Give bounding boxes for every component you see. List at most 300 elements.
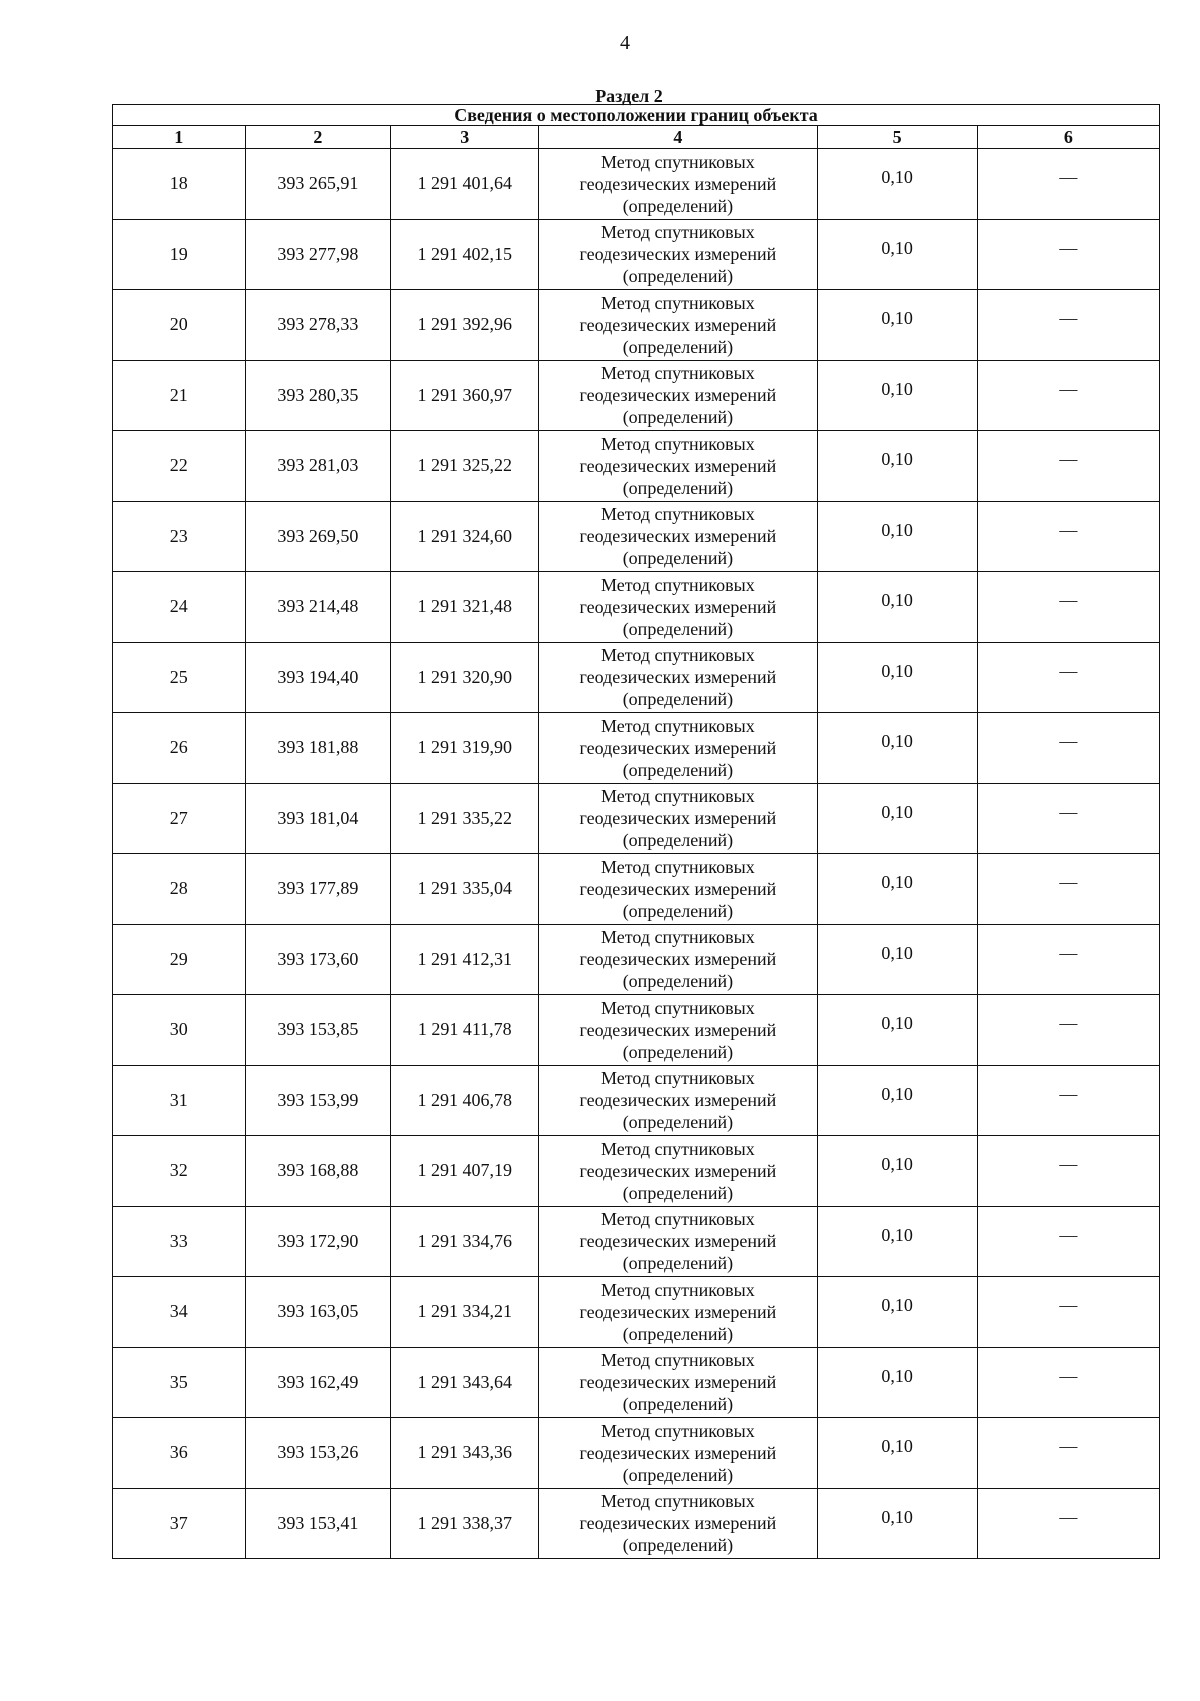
point-number-cell: [113, 290, 246, 361]
point-number: 30: [169, 1019, 188, 1040]
y-coordinate: 1 291 412,31: [417, 948, 513, 969]
accuracy-cell: [817, 290, 977, 361]
method-line-1: Метод спутниковых: [601, 1350, 755, 1371]
method-line-3: (определений): [622, 1253, 734, 1274]
method-line-3: (определений): [622, 900, 734, 921]
accuracy-value: 0,10: [881, 1013, 913, 1034]
note-cell: [977, 501, 1159, 572]
accuracy-value: 0,10: [881, 167, 913, 188]
accuracy-value: 0,10: [881, 1154, 913, 1175]
method-line-1: Метод спутниковых: [601, 1279, 755, 1300]
accuracy-cell: [817, 360, 977, 431]
note-cell: [977, 995, 1159, 1066]
y-coordinate: 1 291 407,19: [417, 1160, 513, 1181]
note-cell: [977, 1488, 1159, 1559]
accuracy-value: 0,10: [881, 801, 913, 822]
accuracy-value: 0,10: [881, 1506, 913, 1527]
point-number: 27: [169, 807, 188, 828]
accuracy-cell: [817, 995, 977, 1066]
accuracy-cell: [817, 149, 977, 220]
method-line-2: геодезических измерений: [579, 244, 777, 265]
accuracy-cell: [817, 1488, 977, 1559]
method-line-3: (определений): [622, 1394, 734, 1415]
note-cell: [977, 149, 1159, 220]
note-dash: —: [1059, 308, 1078, 329]
method-line-3: (определений): [622, 1323, 734, 1344]
y-coordinate-cell: [391, 1136, 539, 1207]
point-number: 21: [169, 384, 188, 405]
y-coordinate: 1 291 343,36: [417, 1442, 513, 1463]
point-number-cell: [113, 995, 246, 1066]
note-cell: [977, 854, 1159, 925]
note-dash: —: [1059, 801, 1078, 822]
point-number-cell: [113, 360, 246, 431]
y-coordinate: 1 291 319,90: [417, 737, 513, 758]
accuracy-value: 0,10: [881, 378, 913, 399]
point-number: 18: [169, 173, 188, 194]
column-number-1: 1: [113, 126, 246, 149]
point-number: 36: [169, 1442, 188, 1463]
table-row: [113, 501, 1160, 572]
method-line-2: геодезических измерений: [579, 1019, 777, 1040]
method-line-2: геодезических измерений: [579, 1090, 777, 1111]
method-line-2: геодезических измерений: [579, 667, 777, 688]
accuracy-cell: [817, 501, 977, 572]
method-line-1: Метод спутниковых: [601, 1491, 755, 1512]
x-coordinate: 393 269,50: [277, 525, 359, 546]
x-coordinate: 393 173,60: [277, 948, 359, 969]
accuracy-cell: [817, 783, 977, 854]
column-number-2: 2: [245, 126, 391, 149]
accuracy-cell: [817, 431, 977, 502]
y-coordinate: 1 291 335,22: [417, 807, 513, 828]
method-line-1: Метод спутниковых: [601, 151, 755, 172]
y-coordinate-cell: [391, 501, 539, 572]
y-coordinate: 1 291 401,64: [417, 173, 513, 194]
method-line-2: геодезических измерений: [579, 1513, 777, 1534]
point-number-cell: [113, 431, 246, 502]
y-coordinate-cell: [391, 1347, 539, 1418]
method-line-2: геодезических измерений: [579, 1301, 777, 1322]
method-line-1: Метод спутниковых: [601, 856, 755, 877]
method-line-2: геодезических измерений: [579, 949, 777, 970]
accuracy-cell: [817, 924, 977, 995]
table-row: [113, 219, 1160, 290]
table-row: [113, 1347, 1160, 1418]
method-line-3: (определений): [622, 759, 734, 780]
note-cell: [977, 219, 1159, 290]
point-number: 24: [169, 596, 188, 617]
method-line-2: геодезических измерений: [579, 1442, 777, 1463]
x-coordinate-cell: [245, 854, 391, 925]
x-coordinate-cell: [245, 501, 391, 572]
y-coordinate-cell: [391, 572, 539, 643]
method-line-3: (определений): [622, 618, 734, 639]
table-row: [113, 1206, 1160, 1277]
table-row: [113, 572, 1160, 643]
table-row: [113, 783, 1160, 854]
x-coordinate-cell: [245, 1136, 391, 1207]
y-coordinate: 1 291 325,22: [417, 455, 513, 476]
x-coordinate: 393 214,48: [277, 596, 359, 617]
x-coordinate: 393 194,40: [277, 666, 359, 687]
point-number: 31: [169, 1089, 188, 1110]
method-cell: [539, 501, 817, 572]
method-line-1: Метод спутниковых: [601, 504, 755, 525]
method-line-1: Метод спутниковых: [601, 997, 755, 1018]
y-coordinate: 1 291 321,48: [417, 596, 513, 617]
method-cell: [539, 1347, 817, 1418]
table-row: [113, 149, 1160, 220]
y-coordinate-cell: [391, 1418, 539, 1489]
note-cell: [977, 783, 1159, 854]
method-line-3: (определений): [622, 477, 734, 498]
method-cell: [539, 149, 817, 220]
note-cell: [977, 431, 1159, 502]
method-cell: [539, 1277, 817, 1348]
method-line-2: геодезических измерений: [579, 455, 777, 476]
y-coordinate-cell: [391, 290, 539, 361]
method-line-2: геодезических измерений: [579, 385, 777, 406]
note-cell: [977, 1418, 1159, 1489]
method-line-1: Метод спутниковых: [601, 433, 755, 454]
y-coordinate-cell: [391, 1277, 539, 1348]
note-dash: —: [1059, 519, 1078, 540]
note-cell: [977, 1136, 1159, 1207]
y-coordinate-cell: [391, 854, 539, 925]
method-line-1: Метод спутниковых: [601, 786, 755, 807]
method-cell: [539, 1065, 817, 1136]
column-number-5: 5: [817, 126, 977, 149]
note-cell: [977, 713, 1159, 784]
point-number: 25: [169, 666, 188, 687]
method-line-3: (определений): [622, 548, 734, 569]
y-coordinate: 1 291 335,04: [417, 878, 513, 899]
method-line-3: (определений): [622, 1041, 734, 1062]
note-cell: [977, 572, 1159, 643]
point-number-cell: [113, 713, 246, 784]
y-coordinate: 1 291 360,97: [417, 384, 513, 405]
y-coordinate-cell: [391, 995, 539, 1066]
accuracy-cell: [817, 1136, 977, 1207]
accuracy-value: 0,10: [881, 872, 913, 893]
y-coordinate-cell: [391, 713, 539, 784]
y-coordinate-cell: [391, 1206, 539, 1277]
point-number-cell: [113, 642, 246, 713]
y-coordinate: 1 291 338,37: [417, 1512, 513, 1533]
method-line-2: геодезических измерений: [579, 737, 777, 758]
y-coordinate: 1 291 411,78: [417, 1019, 512, 1040]
note-cell: [977, 1065, 1159, 1136]
column-number-4: 4: [539, 126, 817, 149]
note-dash: —: [1059, 872, 1078, 893]
table-row: [113, 1418, 1160, 1489]
table-row: [113, 1136, 1160, 1207]
method-line-2: геодезических измерений: [579, 314, 777, 335]
x-coordinate: 393 177,89: [277, 878, 359, 899]
note-dash: —: [1059, 449, 1078, 470]
note-dash: —: [1059, 167, 1078, 188]
point-number-cell: [113, 1488, 246, 1559]
method-cell: [539, 995, 817, 1066]
method-line-3: (определений): [622, 266, 734, 287]
accuracy-cell: [817, 219, 977, 290]
method-line-1: Метод спутниковых: [601, 1209, 755, 1230]
x-coordinate-cell: [245, 1206, 391, 1277]
method-cell: [539, 713, 817, 784]
column-number-6: 6: [977, 126, 1159, 149]
point-number: 23: [169, 525, 188, 546]
x-coordinate: 393 172,90: [277, 1230, 359, 1251]
method-cell: [539, 1488, 817, 1559]
y-coordinate: 1 291 343,64: [417, 1371, 513, 1392]
note-dash: —: [1059, 1083, 1078, 1104]
method-cell: [539, 360, 817, 431]
accuracy-value: 0,10: [881, 1365, 913, 1386]
method-cell: [539, 290, 817, 361]
x-coordinate-cell: [245, 1418, 391, 1489]
x-coordinate-cell: [245, 713, 391, 784]
method-line-1: Метод спутниковых: [601, 1138, 755, 1159]
accuracy-cell: [817, 854, 977, 925]
method-cell: [539, 431, 817, 502]
method-cell: [539, 924, 817, 995]
x-coordinate: 393 153,41: [277, 1512, 359, 1533]
point-number-cell: [113, 149, 246, 220]
y-coordinate-cell: [391, 783, 539, 854]
point-number-cell: [113, 501, 246, 572]
y-coordinate: 1 291 334,76: [417, 1230, 513, 1251]
point-number: 33: [169, 1230, 188, 1251]
point-number-cell: [113, 572, 246, 643]
point-number: 20: [169, 314, 188, 335]
x-coordinate: 393 265,91: [277, 173, 359, 194]
y-coordinate: 1 291 406,78: [417, 1089, 513, 1110]
point-number: 19: [169, 243, 188, 264]
note-dash: —: [1059, 378, 1078, 399]
note-cell: [977, 924, 1159, 995]
point-number-cell: [113, 783, 246, 854]
y-coordinate-cell: [391, 431, 539, 502]
point-number-cell: [113, 1065, 246, 1136]
table-body: [113, 149, 1160, 1559]
note-dash: —: [1059, 1154, 1078, 1175]
method-line-1: Метод спутниковых: [601, 927, 755, 948]
method-line-3: (определений): [622, 689, 734, 710]
x-coordinate-cell: [245, 290, 391, 361]
section-title: Раздел 2: [595, 86, 663, 106]
point-number: 22: [169, 455, 188, 476]
note-dash: —: [1059, 731, 1078, 752]
note-dash: —: [1059, 1436, 1078, 1457]
x-coordinate-cell: [245, 572, 391, 643]
method-cell: [539, 219, 817, 290]
method-line-3: (определений): [622, 1464, 734, 1485]
point-number: 26: [169, 737, 188, 758]
table-row: [113, 924, 1160, 995]
y-coordinate-cell: [391, 360, 539, 431]
table-row: [113, 642, 1160, 713]
method-line-2: геодезических измерений: [579, 1372, 777, 1393]
x-coordinate-cell: [245, 1488, 391, 1559]
method-line-3: (определений): [622, 195, 734, 216]
accuracy-value: 0,10: [881, 449, 913, 470]
y-coordinate: 1 291 324,60: [417, 525, 513, 546]
note-dash: —: [1059, 1013, 1078, 1034]
method-line-1: Метод спутниковых: [601, 1068, 755, 1089]
method-line-2: геодезических измерений: [579, 1231, 777, 1252]
accuracy-value: 0,10: [881, 590, 913, 611]
point-number: 32: [169, 1160, 188, 1181]
method-line-1: Метод спутниковых: [601, 292, 755, 313]
column-number-3: 3: [391, 126, 539, 149]
accuracy-value: 0,10: [881, 1295, 913, 1316]
method-line-1: Метод спутниковых: [601, 574, 755, 595]
note-dash: —: [1059, 237, 1078, 258]
point-number-cell: [113, 219, 246, 290]
method-cell: [539, 1206, 817, 1277]
x-coordinate: 393 277,98: [277, 243, 359, 264]
y-coordinate: 1 291 320,90: [417, 666, 513, 687]
note-dash: —: [1059, 1365, 1078, 1386]
point-number: 28: [169, 878, 188, 899]
method-line-2: геодезических измерений: [579, 808, 777, 829]
accuracy-value: 0,10: [881, 1224, 913, 1245]
table-row: [113, 713, 1160, 784]
method-cell: [539, 854, 817, 925]
point-number: 37: [169, 1512, 188, 1533]
note-cell: [977, 1206, 1159, 1277]
y-coordinate-cell: [391, 219, 539, 290]
x-coordinate: 393 280,35: [277, 384, 359, 405]
y-coordinate: 1 291 334,21: [417, 1301, 513, 1322]
table-row: [113, 290, 1160, 361]
method-line-1: Метод спутниковых: [601, 222, 755, 243]
point-number-cell: [113, 1136, 246, 1207]
method-line-1: Метод спутниковых: [601, 1420, 755, 1441]
accuracy-cell: [817, 1277, 977, 1348]
accuracy-value: 0,10: [881, 731, 913, 752]
x-coordinate: 393 181,04: [277, 807, 359, 828]
point-number-cell: [113, 1206, 246, 1277]
accuracy-value: 0,10: [881, 1436, 913, 1457]
x-coordinate-cell: [245, 995, 391, 1066]
x-coordinate-cell: [245, 149, 391, 220]
accuracy-cell: [817, 1418, 977, 1489]
y-coordinate-cell: [391, 149, 539, 220]
x-coordinate: 393 278,33: [277, 314, 359, 335]
table-caption: Сведения о местоположении границ объекта: [113, 105, 1160, 126]
method-line-2: геодезических измерений: [579, 173, 777, 194]
x-coordinate: 393 153,85: [277, 1019, 359, 1040]
accuracy-cell: [817, 713, 977, 784]
accuracy-cell: [817, 572, 977, 643]
method-line-3: (определений): [622, 971, 734, 992]
note-cell: [977, 1277, 1159, 1348]
note-dash: —: [1059, 1295, 1078, 1316]
point-number-cell: [113, 1347, 246, 1418]
method-cell: [539, 642, 817, 713]
note-cell: [977, 360, 1159, 431]
y-coordinate-cell: [391, 1488, 539, 1559]
method-line-3: (определений): [622, 830, 734, 851]
method-cell: [539, 1136, 817, 1207]
y-coordinate: 1 291 392,96: [417, 314, 513, 335]
accuracy-cell: [817, 1206, 977, 1277]
accuracy-value: 0,10: [881, 237, 913, 258]
table-row: [113, 1277, 1160, 1348]
x-coordinate-cell: [245, 642, 391, 713]
note-cell: [977, 642, 1159, 713]
x-coordinate-cell: [245, 431, 391, 502]
x-coordinate: 393 181,88: [277, 737, 359, 758]
method-cell: [539, 783, 817, 854]
x-coordinate: 393 153,26: [277, 1442, 359, 1463]
method-cell: [539, 572, 817, 643]
point-number: 35: [169, 1371, 188, 1392]
table-row: [113, 431, 1160, 502]
table-row: [113, 854, 1160, 925]
note-cell: [977, 290, 1159, 361]
accuracy-cell: [817, 1347, 977, 1418]
boundary-coordinates-table: [112, 104, 1160, 1559]
accuracy-value: 0,10: [881, 660, 913, 681]
point-number: 29: [169, 948, 188, 969]
method-line-2: геодезических измерений: [579, 596, 777, 617]
x-coordinate: 393 281,03: [277, 455, 359, 476]
table-row: [113, 1065, 1160, 1136]
y-coordinate-cell: [391, 924, 539, 995]
accuracy-value: 0,10: [881, 942, 913, 963]
method-line-3: (определений): [622, 1112, 734, 1133]
note-dash: —: [1059, 942, 1078, 963]
method-line-2: геодезических измерений: [579, 526, 777, 547]
accuracy-value: 0,10: [881, 1083, 913, 1104]
note-cell: [977, 1347, 1159, 1418]
y-coordinate: 1 291 402,15: [417, 243, 513, 264]
x-coordinate-cell: [245, 1065, 391, 1136]
x-coordinate-cell: [245, 219, 391, 290]
method-line-2: геодезических измерений: [579, 1160, 777, 1181]
x-coordinate: 393 163,05: [277, 1301, 359, 1322]
method-line-3: (определений): [622, 1535, 734, 1556]
y-coordinate-cell: [391, 642, 539, 713]
method-line-1: Метод спутниковых: [601, 645, 755, 666]
x-coordinate: 393 153,99: [277, 1089, 359, 1110]
method-line-3: (определений): [622, 336, 734, 357]
method-line-1: Метод спутниковых: [601, 363, 755, 384]
table-row: [113, 995, 1160, 1066]
x-coordinate-cell: [245, 360, 391, 431]
point-number-cell: [113, 1418, 246, 1489]
method-line-3: (определений): [622, 1182, 734, 1203]
method-line-2: геодезических измерений: [579, 878, 777, 899]
point-number: 34: [169, 1301, 188, 1322]
x-coordinate-cell: [245, 783, 391, 854]
method-cell: [539, 1418, 817, 1489]
point-number-cell: [113, 854, 246, 925]
accuracy-value: 0,10: [881, 308, 913, 329]
method-line-3: (определений): [622, 407, 734, 428]
note-dash: —: [1059, 1506, 1078, 1527]
x-coordinate: 393 168,88: [277, 1160, 359, 1181]
table-row: [113, 1488, 1160, 1559]
page-number: 4: [620, 32, 630, 54]
note-dash: —: [1059, 590, 1078, 611]
accuracy-value: 0,10: [881, 519, 913, 540]
point-number-cell: [113, 1277, 246, 1348]
table-row: [113, 360, 1160, 431]
